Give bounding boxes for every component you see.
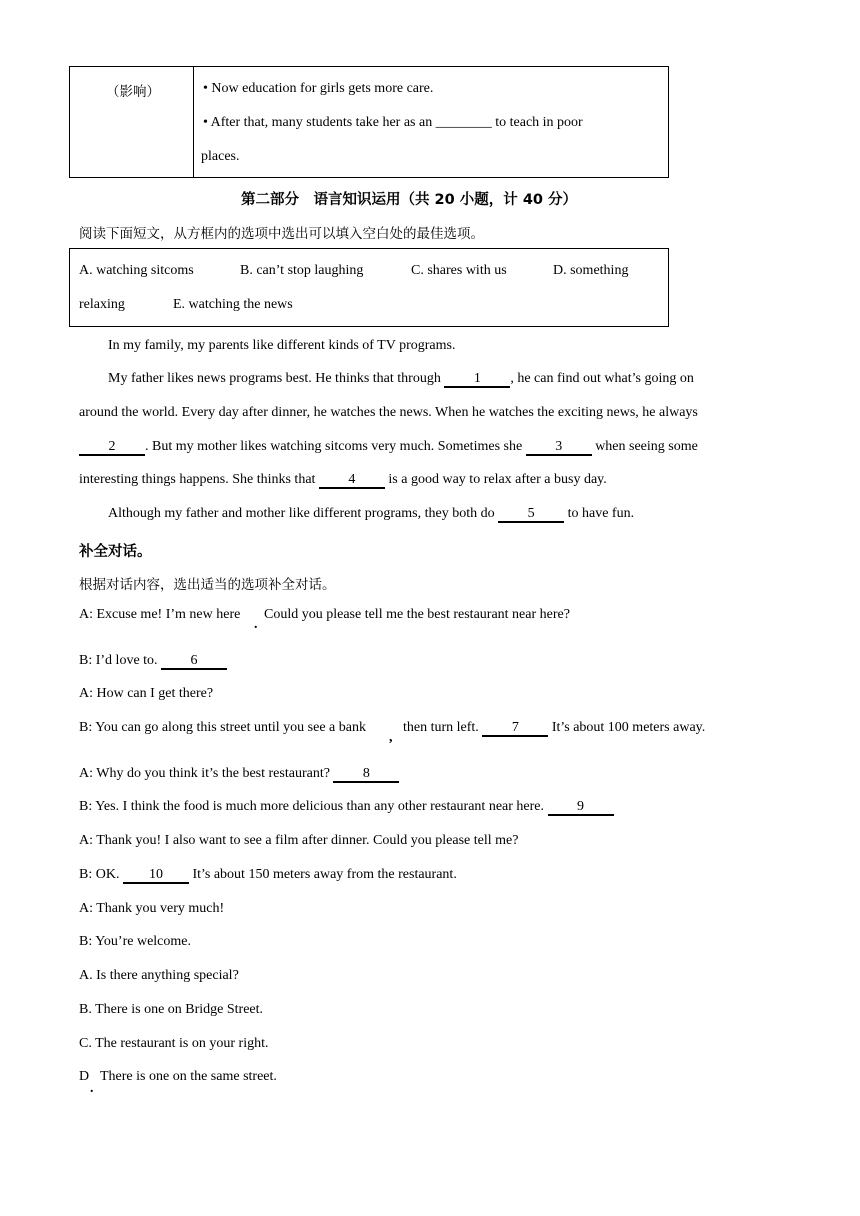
passage-line-4: 2 . But my mother likes watching sitcoms very much. Sometimes she 3 when seeing some [79, 439, 698, 456]
blank-9: 9 [548, 800, 614, 816]
blank-3: 3 [526, 440, 592, 456]
blank-10: 10 [123, 868, 189, 884]
dialogue-line-8: B: OK. 10 It’s about 150 meters away from the restaurant. [79, 867, 457, 882]
passage-line-1: In my family, my parents like different kinds of TV programs. [108, 338, 456, 353]
choice-d-text: There is one on the same street. [100, 1069, 277, 1084]
dialogue-line-6: B: Yes. I think the food is much more delicious than any other restaurant near here. 9 [79, 799, 614, 816]
blank-6: 6 [161, 654, 227, 670]
options-box [69, 248, 669, 327]
option-d: D. something [553, 263, 629, 278]
option-e: E. watching the news [173, 297, 293, 312]
passage-line-6: Although my father and mother like different programs, they both do 5 to have fun. [108, 506, 635, 521]
dialogue-line-2: B: I’d love to. 6 [79, 653, 227, 670]
dialogue-heading: 补全对话。 [79, 544, 152, 560]
option-a: A. watching sitcoms [79, 263, 194, 278]
impact-line-2: • After that, many students take her as an ________ to teach in poor [203, 115, 583, 130]
part2-instruction: 阅读下面短文，从方框内的选项中选出可以填入空白处的最佳选项。 [79, 226, 484, 242]
dialogue-line-1b: Could you please tell me the best restaurant near here? [264, 607, 570, 622]
blank-8: 8 [333, 767, 399, 783]
part2-heading: 第二部分 语言知识运用（共 20 小题，计 40 分） [241, 192, 578, 208]
passage-line-2: My father likes news programs best. He thinks that through 1 , he can find out what’s going on [108, 371, 694, 386]
impact-line-1: • Now education for girls gets more care. [203, 81, 434, 96]
dialogue-line-7: A: Thank you! I also want to see a film after dinner. Could you please tell me? [79, 833, 519, 848]
dialogue-line-1a: A: Excuse me! I’m new here [79, 607, 241, 622]
blank-1: 1 [444, 372, 510, 388]
blank-2: 2 [79, 440, 145, 456]
choice-c: C. The restaurant is on your right. [79, 1036, 269, 1051]
dialogue-line-10: B: You’re welcome. [79, 934, 191, 949]
period-mark: . [90, 1081, 94, 1096]
impact-label: （影响） [106, 84, 160, 100]
choice-b: B. There is one on Bridge Street. [79, 1002, 264, 1017]
dialogue-line-9: A: Thank you very much! [79, 901, 225, 916]
blank-4: 4 [319, 473, 385, 489]
impact-line-3: places. [201, 149, 240, 164]
dialogue-line-4a: B: You can go along this street until you see a bank [79, 720, 366, 735]
option-b: B. can’t stop laughing [240, 263, 364, 278]
table-divider [193, 67, 194, 177]
period-mark: . [254, 617, 258, 632]
dialogue-instruction: 根据对话内容，选出适当的选项补全对话。 [79, 577, 336, 593]
impact-blank: ________ [435, 115, 492, 130]
passage-line-3: around the world. Every day after dinner, he watches the news. When he watches the exciting news, he always [79, 405, 698, 420]
dialogue-line-4b: then turn left. 7 It’s about 100 meters away. [403, 720, 706, 735]
dialogue-line-5: A: Why do you think it’s the best restaurant? 8 [79, 766, 399, 783]
blank-5: 5 [498, 507, 564, 523]
comma-mark: , [389, 730, 393, 745]
dialogue-line-3: A: How can I get there? [79, 686, 214, 701]
option-c: C. shares with us [411, 263, 507, 278]
blank-7: 7 [482, 721, 548, 737]
option-d-cont: relaxing [79, 297, 125, 312]
passage-line-5: interesting things happens. She thinks that 4 is a good way to relax after a busy day. [79, 472, 607, 487]
choice-a: A. Is there anything special? [79, 968, 239, 983]
choice-d-label: D [79, 1069, 90, 1084]
